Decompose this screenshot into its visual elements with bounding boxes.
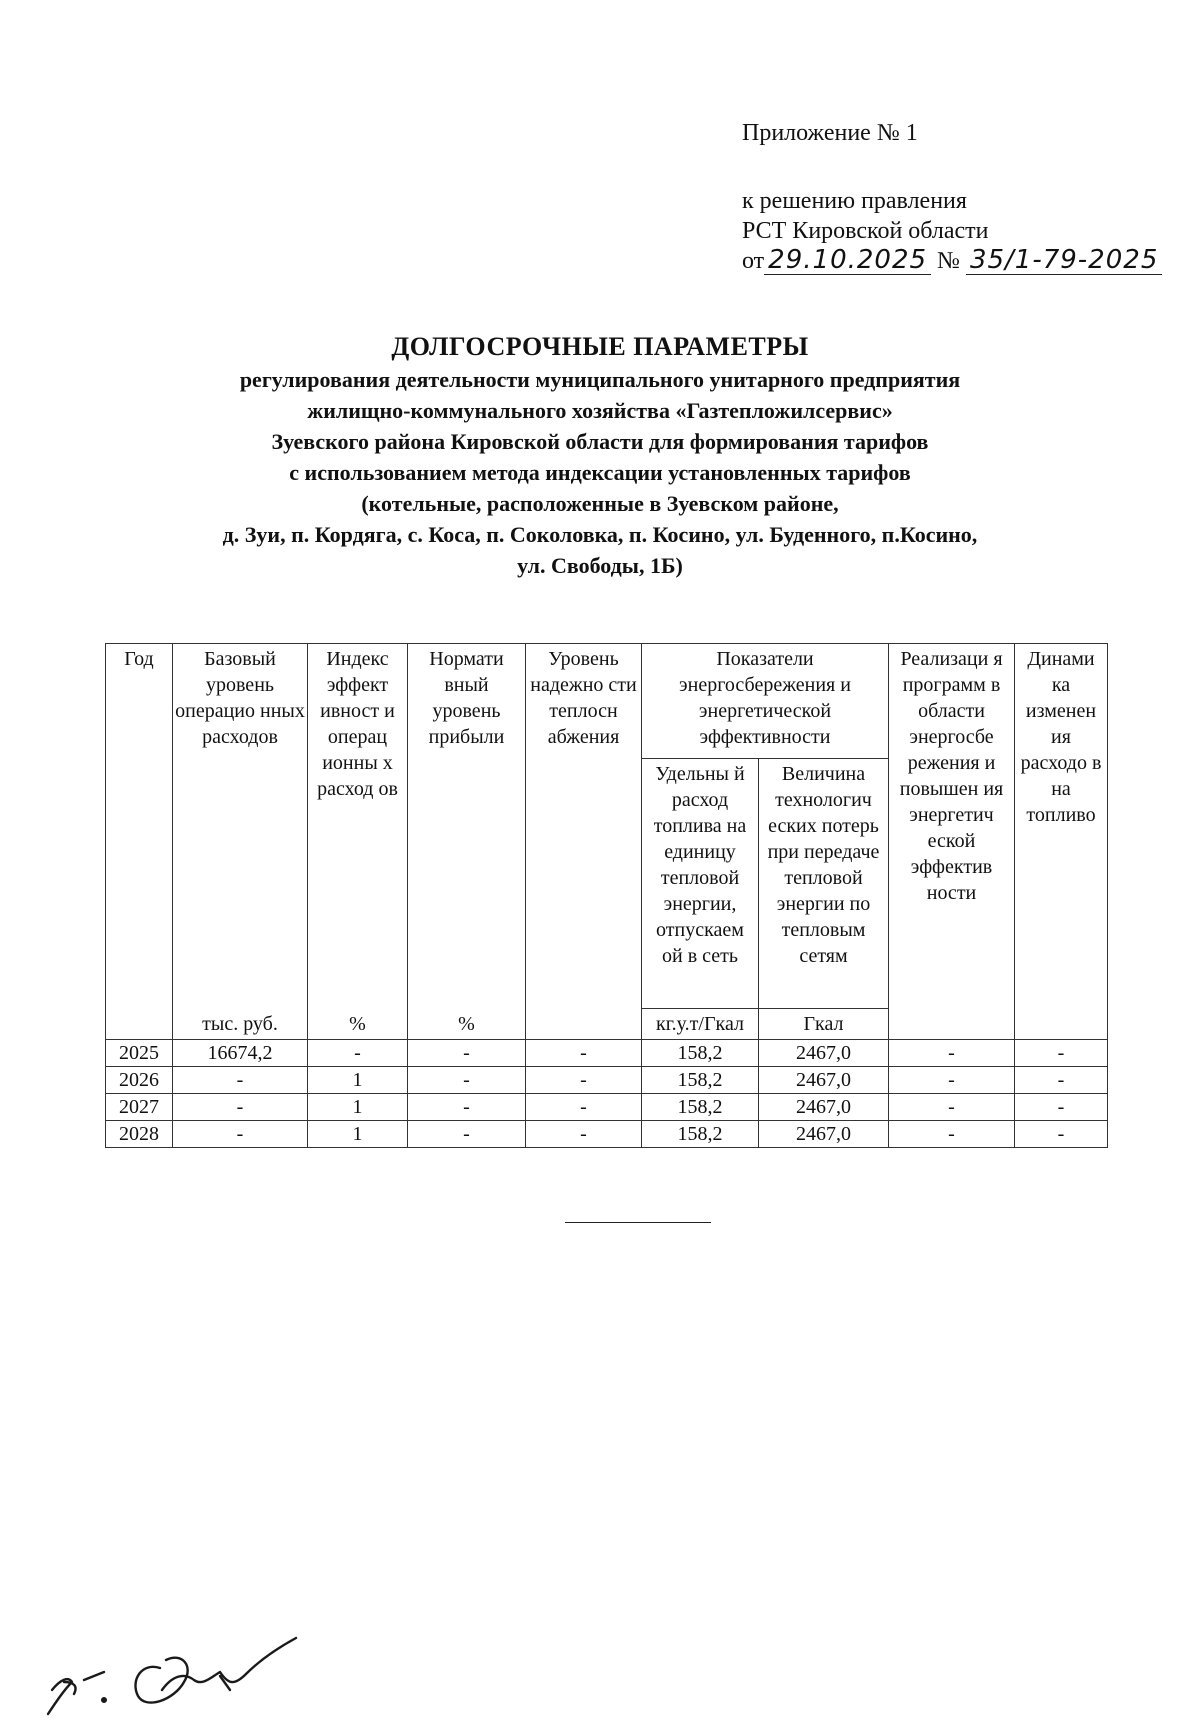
cell-base-costs: - <box>173 1067 308 1094</box>
decision-reference <box>742 186 1162 276</box>
title-line: ул. Свободы, 1Б) <box>517 553 683 578</box>
table-row <box>106 1121 1108 1148</box>
parameters-table <box>105 643 1108 1148</box>
header-fuel-dynamics: Динами ка изменен ия расходо в на топливо <box>1015 644 1108 1040</box>
appendix-label <box>742 118 918 148</box>
cell-reliability: - <box>526 1094 642 1121</box>
cell-fuel-rate: 158,2 <box>642 1094 759 1121</box>
header-reliability: Уровень надежно сти теплосн абжения <box>526 644 642 1040</box>
cell-year: 2025 <box>106 1040 173 1067</box>
table-row <box>106 1040 1108 1067</box>
closing-divider <box>565 1222 711 1223</box>
cell-base-costs: 16674,2 <box>173 1040 308 1067</box>
title-line: д. Зуи, п. Кордяга, с. Коса, п. Соколовка, п. Косино, ул. Буденного, п.Косино, <box>222 522 978 547</box>
to-decision-text: к решению правления <box>742 188 967 214</box>
cell-losses: 2467,0 <box>759 1121 889 1148</box>
cell-reliability: - <box>526 1121 642 1148</box>
document-title <box>100 330 1100 581</box>
cell-fuel-dynamics: - <box>1015 1067 1108 1094</box>
cell-profit-level: - <box>408 1121 526 1148</box>
authority-text: РСТ Кировской области <box>742 218 989 244</box>
unit-fuel-rate: кг.у.т/Гкал <box>642 1009 759 1040</box>
title-main: ДОЛГОСРОЧНЫЕ ПАРАМЕТРЫ <box>391 332 809 361</box>
cell-fuel-rate: 158,2 <box>642 1067 759 1094</box>
header-energy-group: Показатели энергосбережения и энергетической эффективности <box>642 644 889 759</box>
handwritten-number: 35/1-79-2025 <box>966 246 1162 275</box>
cell-losses: 2467,0 <box>759 1094 889 1121</box>
cell-programs: - <box>889 1121 1015 1148</box>
header-losses: Величина технологич еских потерь при передаче тепловой энергии по тепловым сетям <box>759 759 889 1009</box>
header-profit-level: Нормати вный уровень прибыли <box>408 644 526 1009</box>
appendix-text: Приложение № 1 <box>742 120 918 146</box>
date-number-line <box>742 246 1162 276</box>
header-base-costs: Базовый уровень операцио нных расходов <box>173 644 308 1009</box>
title-line: с использованием метода индексации установленных тарифов <box>289 460 911 485</box>
cell-fuel-rate: 158,2 <box>642 1040 759 1067</box>
title-line: Зуевского района Кировской области для формирования тарифов <box>271 429 929 454</box>
cell-efficiency-index: - <box>308 1040 408 1067</box>
cell-efficiency-index: 1 <box>308 1067 408 1094</box>
unit-year <box>106 1009 173 1040</box>
cell-fuel-rate: 158,2 <box>642 1121 759 1148</box>
cell-base-costs: - <box>173 1094 308 1121</box>
header-fuel-rate: Удельны й расход топлива на единицу тепловой энергии, отпускаем ой в сеть <box>642 759 759 1009</box>
cell-reliability: - <box>526 1067 642 1094</box>
header-efficiency-index: Индекс эффект ивност и операц ионны х расход ов <box>308 644 408 1009</box>
cell-programs: - <box>889 1040 1015 1067</box>
table-row <box>106 1094 1108 1121</box>
table-row <box>106 1067 1108 1094</box>
date-prefix: от <box>742 248 765 274</box>
cell-profit-level: - <box>408 1094 526 1121</box>
cell-fuel-dynamics: - <box>1015 1121 1108 1148</box>
unit-efficiency-index: % <box>308 1009 408 1040</box>
cell-efficiency-index: 1 <box>308 1094 408 1121</box>
cell-year: 2027 <box>106 1094 173 1121</box>
cell-fuel-dynamics: - <box>1015 1094 1108 1121</box>
cell-fuel-dynamics: - <box>1015 1040 1108 1067</box>
cell-losses: 2467,0 <box>759 1040 889 1067</box>
title-line: регулирования деятельности муниципального унитарного предприятия <box>239 367 961 392</box>
cell-year: 2028 <box>106 1121 173 1148</box>
cell-base-costs: - <box>173 1121 308 1148</box>
header-programs: Реализаци я программ в области энергосбе режения и повышен ия энергетич еской эффектив ности <box>889 644 1015 1040</box>
handwritten-date: 29.10.2025 <box>764 246 931 275</box>
cell-programs: - <box>889 1067 1015 1094</box>
cell-year: 2026 <box>106 1067 173 1094</box>
cell-profit-level: - <box>408 1040 526 1067</box>
handwritten-signature <box>34 1620 314 1720</box>
unit-profit-level: % <box>408 1009 526 1040</box>
title-line: жилищно-коммунального хозяйства «Газтепложилсервис» <box>307 398 893 423</box>
title-line: (котельные, расположенные в Зуевском районе, <box>361 491 839 516</box>
cell-reliability: - <box>526 1040 642 1067</box>
number-prefix: № <box>937 248 960 274</box>
header-year: Год <box>106 644 173 1009</box>
cell-programs: - <box>889 1094 1015 1121</box>
cell-efficiency-index: 1 <box>308 1121 408 1148</box>
unit-losses: Гкал <box>759 1009 889 1040</box>
cell-profit-level: - <box>408 1067 526 1094</box>
unit-base-costs: тыс. руб. <box>173 1009 308 1040</box>
cell-losses: 2467,0 <box>759 1067 889 1094</box>
